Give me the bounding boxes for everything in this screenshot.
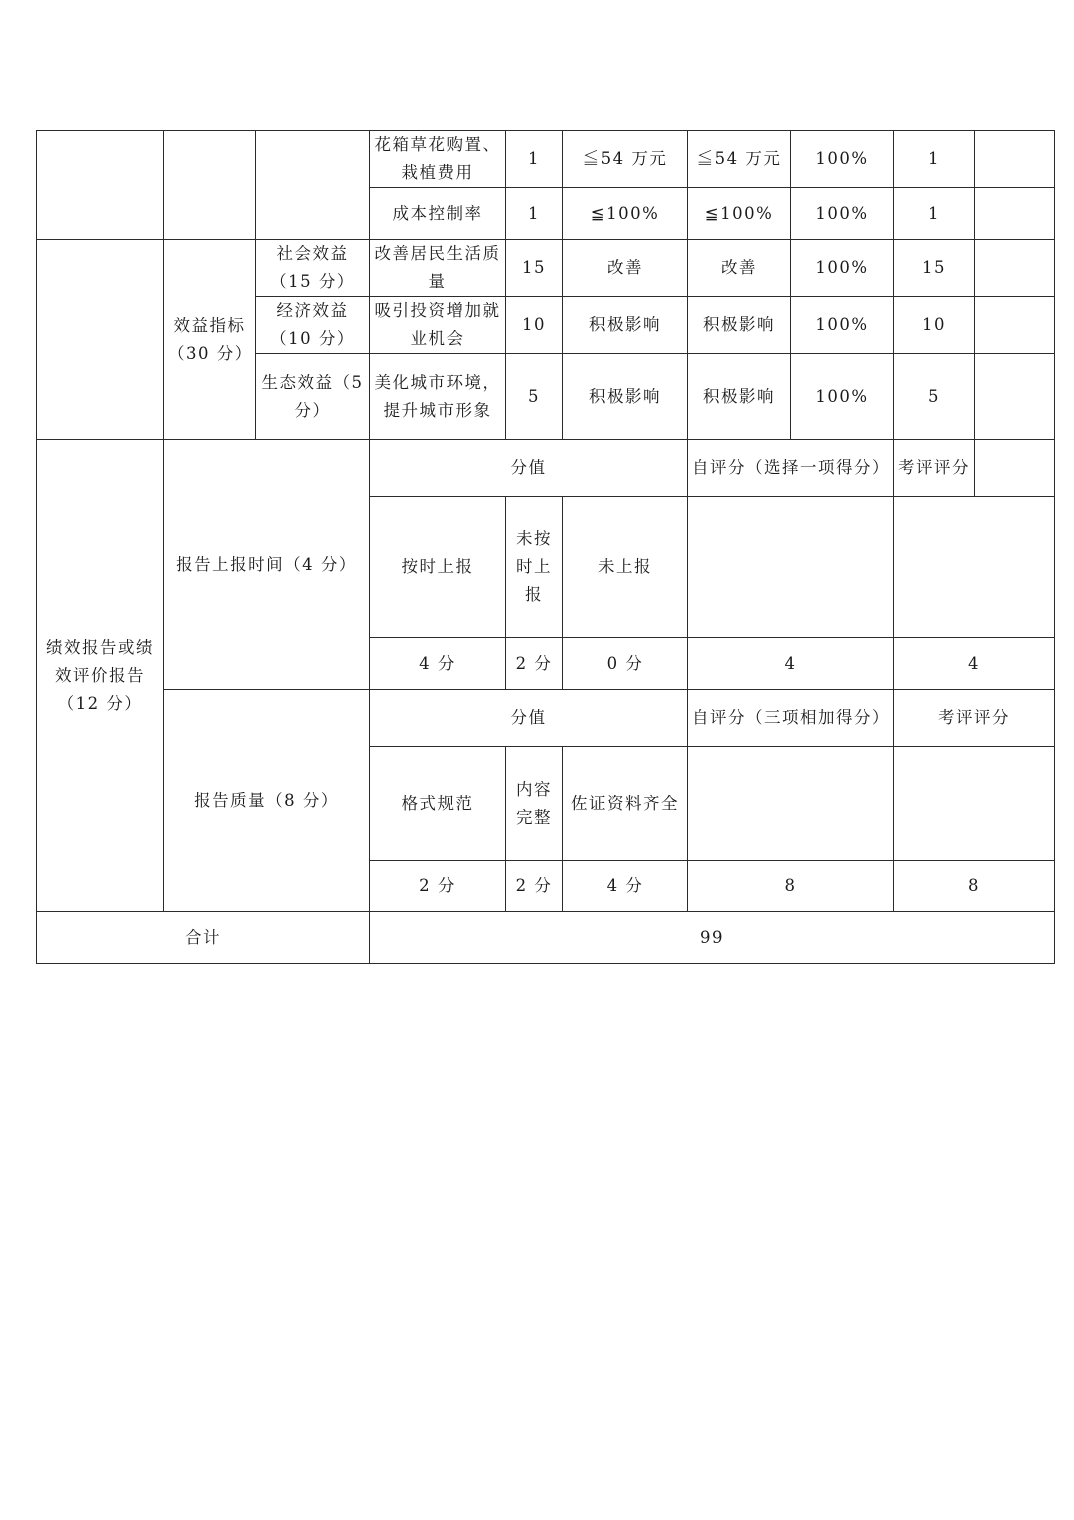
points-cell: 4 分 bbox=[563, 861, 688, 912]
self-score-header-cell: 自评分（选择一项得分） bbox=[688, 440, 894, 497]
score-cell: 1 bbox=[894, 131, 975, 188]
blank-category-cell bbox=[37, 131, 164, 240]
self-score-cell: 4 bbox=[688, 638, 894, 690]
weight-cell: 1 bbox=[506, 188, 563, 240]
weight-cell: 15 bbox=[506, 240, 563, 297]
actual-cell: 积极影响 bbox=[688, 354, 791, 440]
rate-cell: 100% bbox=[791, 240, 894, 297]
score-header-cell: 分值 bbox=[370, 690, 688, 747]
blank-subcategory-cell bbox=[164, 131, 256, 240]
report-category-cell: 绩效报告或绩效评价报告（12 分） bbox=[37, 440, 164, 912]
score-cell: 5 bbox=[894, 354, 975, 440]
points-cell: 2 分 bbox=[506, 638, 563, 690]
blank-cell bbox=[975, 440, 1055, 497]
score-header-cell: 分值 bbox=[370, 440, 688, 497]
indicator-cell: 改善居民生活质量 bbox=[370, 240, 506, 297]
reason-cell bbox=[975, 297, 1055, 354]
actual-cell: 改善 bbox=[688, 240, 791, 297]
table-row bbox=[37, 912, 1055, 964]
weight-cell: 5 bbox=[506, 354, 563, 440]
weight-cell: 1 bbox=[506, 131, 563, 188]
option-cell: 按时上报 bbox=[370, 497, 506, 638]
total-value-cell: 99 bbox=[370, 912, 1055, 964]
target-cell: 改善 bbox=[563, 240, 688, 297]
actual-cell: ≦54 万元 bbox=[688, 131, 791, 188]
weight-cell: 10 bbox=[506, 297, 563, 354]
self-score-header-cell: 自评分（三项相加得分） bbox=[688, 690, 894, 747]
review-score-header-cell: 考评评分 bbox=[894, 440, 975, 497]
points-cell: 2 分 bbox=[506, 861, 563, 912]
reason-cell bbox=[975, 240, 1055, 297]
total-label-cell: 合计 bbox=[37, 912, 370, 964]
subcategory-cell: 经济效益（10 分） bbox=[256, 297, 370, 354]
target-cell: ≦100% bbox=[563, 188, 688, 240]
option-cell: 未按时上报 bbox=[506, 497, 563, 638]
blank-cell bbox=[688, 747, 894, 861]
reason-cell bbox=[975, 188, 1055, 240]
option-cell: 佐证资料齐全 bbox=[563, 747, 688, 861]
subcategory-cell: 生态效益（5 分） bbox=[256, 354, 370, 440]
reason-cell bbox=[975, 354, 1055, 440]
review-score-cell: 4 bbox=[894, 638, 1055, 690]
indicator-cell: 成本控制率 bbox=[370, 188, 506, 240]
points-cell: 2 分 bbox=[370, 861, 506, 912]
target-cell: 积极影响 bbox=[563, 297, 688, 354]
quality-label-cell: 报告质量（8 分） bbox=[164, 690, 370, 912]
target-cell: ≦54 万元 bbox=[563, 131, 688, 188]
table-row bbox=[37, 240, 1055, 297]
indicator-cell: 花箱草花购置、栽植费用 bbox=[370, 131, 506, 188]
self-score-cell: 8 bbox=[688, 861, 894, 912]
timing-label-cell: 报告上报时间（4 分） bbox=[164, 440, 370, 690]
blank-cell bbox=[894, 497, 1055, 638]
points-cell: 4 分 bbox=[370, 638, 506, 690]
blank-cell bbox=[688, 497, 894, 638]
table-row bbox=[37, 131, 1055, 188]
reason-cell bbox=[975, 131, 1055, 188]
target-cell: 积极影响 bbox=[563, 354, 688, 440]
rate-cell: 100% bbox=[791, 354, 894, 440]
score-cell: 15 bbox=[894, 240, 975, 297]
actual-cell: ≦100% bbox=[688, 188, 791, 240]
actual-cell: 积极影响 bbox=[688, 297, 791, 354]
option-cell: 内容完整 bbox=[506, 747, 563, 861]
score-cell: 10 bbox=[894, 297, 975, 354]
option-cell: 格式规范 bbox=[370, 747, 506, 861]
table-row bbox=[37, 440, 1055, 497]
performance-evaluation-table bbox=[36, 130, 1055, 964]
table-row bbox=[37, 690, 1055, 747]
subcategory-cell: 社会效益（15 分） bbox=[256, 240, 370, 297]
benefit-category-cell: 效益指标（30 分） bbox=[164, 240, 256, 440]
review-score-cell: 8 bbox=[894, 861, 1055, 912]
points-cell: 0 分 bbox=[563, 638, 688, 690]
rate-cell: 100% bbox=[791, 188, 894, 240]
rate-cell: 100% bbox=[791, 297, 894, 354]
rate-cell: 100% bbox=[791, 131, 894, 188]
blank-subcategory2-cell bbox=[256, 131, 370, 240]
indicator-cell: 吸引投资增加就业机会 bbox=[370, 297, 506, 354]
indicator-cell: 美化城市环境，提升城市形象 bbox=[370, 354, 506, 440]
review-score-header-cell: 考评评分 bbox=[894, 690, 1055, 747]
blank-category-cell bbox=[37, 240, 164, 440]
blank-cell bbox=[894, 747, 1055, 861]
option-cell: 未上报 bbox=[563, 497, 688, 638]
score-cell: 1 bbox=[894, 188, 975, 240]
